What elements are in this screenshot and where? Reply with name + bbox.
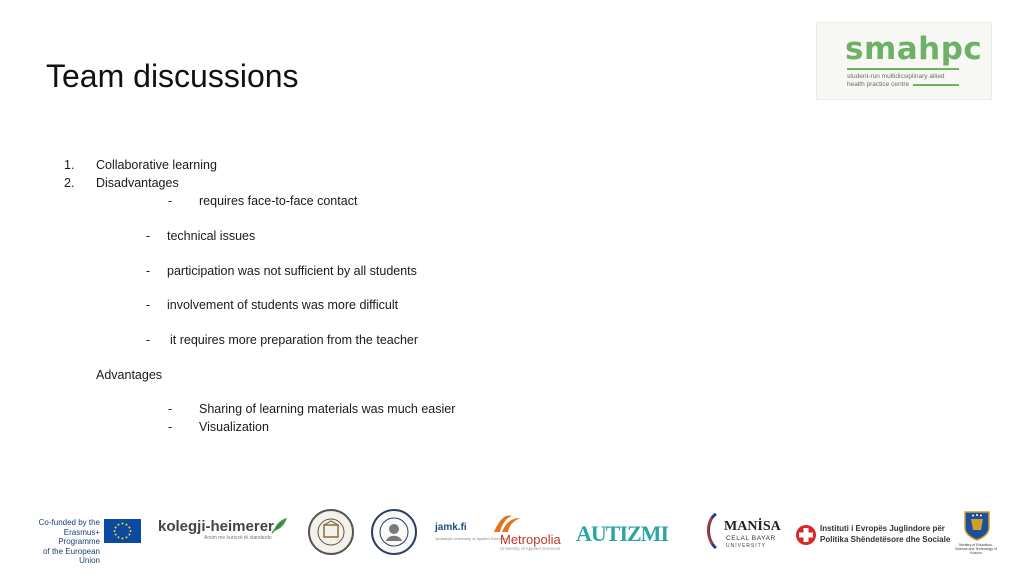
manisa-mark-icon [702,512,722,555]
university-seal-1-icon [308,509,354,555]
metropolia-logo: Metropolia [500,532,561,547]
logo-tagline-line-2: health practice centre [847,81,910,88]
kolegji-leaf-icon [270,515,290,540]
erasmus-text-line-2: Erasmus+ Programme [58,527,100,546]
disadvantage-face-to-face: requires face-to-face contact [199,194,358,208]
disadvantage-involvement: involvement of students was more difficult [167,298,399,312]
bullet-dash: - [168,402,173,416]
list-number-1: 1. [64,158,75,172]
erasmus-text-line-3: of the European Union [43,546,100,565]
instituti-line-2: Politika Shëndetësore dhe Sociale [820,535,951,544]
metropolia-subtitle: University of Applied Sciences [500,546,561,551]
bullet-dash: - [146,229,151,243]
instituti-logo-text [820,523,950,545]
advantages-heading: Advantages [96,368,163,382]
erasmus-text [28,518,100,566]
manisa-subtitle: CELAL BAYAR [726,535,776,542]
autizmi-logo: AUTIZMI [576,521,669,546]
disadvantage-technical-issues: technical issues [167,229,256,243]
list-item-disadvantages: Disadvantages [96,176,179,190]
kolegji-heimerer-logo: kolegji-heimerer [158,518,274,535]
eu-flag-icon [104,519,141,543]
manisa-logo: MANİSA [724,519,781,534]
logo-rule [847,68,959,70]
kosovo-coat-of-arms-icon [962,510,992,547]
advantage-sharing-materials: Sharing of learning materials was much easier [199,402,456,416]
manisa-university: UNIVERSITY [726,543,767,549]
bullet-dash: - [168,420,173,434]
instituti-line-1: Instituti i Evropës Juglindore për [820,524,945,533]
bullet-dash: - [146,333,151,347]
slide-title: Team discussions [46,58,299,94]
jamk-subtitle: Jyväskylä University of Applied Sciences [435,536,508,541]
advantage-visualization: Visualization [199,420,269,434]
kolegji-heimerer-subtitle: Arsim me kuriozë të standarde [204,535,272,541]
list-item-collaborative-learning: Collaborative learning [96,158,217,172]
bullet-dash: - [146,298,151,312]
logo-tagline-line-1: student-run multidicsiplinary allied [847,73,945,80]
smahpc-logo-word: smahpc [845,31,983,67]
university-seal-2-icon [371,509,417,555]
instituti-cross-icon [795,524,817,551]
erasmus-text-line-1: Co-funded by the [38,518,100,527]
smahpc-logo-tagline [847,73,945,89]
ministry-subtitle: Ministry of Education, Science and Technology of Kosovo [955,543,997,555]
disadvantage-preparation: it requires more preparation from the teacher [170,333,419,347]
logo-rule-short [913,84,959,86]
list-number-2: 2. [64,176,75,190]
disadvantage-participation: participation was not sufficient by all students [167,264,417,278]
smahpc-logo [816,22,992,100]
jamk-logo: jamk.fi [435,522,467,533]
bullet-dash: - [168,194,173,208]
bullet-dash: - [146,264,151,278]
